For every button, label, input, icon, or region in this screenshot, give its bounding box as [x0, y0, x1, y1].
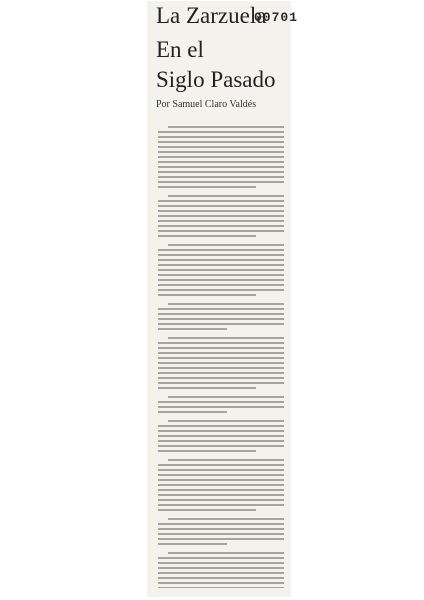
- text-line-placeholder: [158, 200, 284, 202]
- text-line-placeholder: [158, 582, 284, 584]
- text-line-placeholder: [158, 504, 284, 506]
- text-line-placeholder: [158, 323, 284, 325]
- text-line-placeholder: [158, 367, 284, 369]
- text-line-placeholder: [168, 552, 284, 554]
- text-line-placeholder: [158, 230, 284, 232]
- text-line-placeholder: [158, 249, 284, 251]
- text-line-placeholder: [168, 518, 284, 520]
- text-line-placeholder: [158, 210, 284, 212]
- text-line-placeholder: [158, 259, 284, 261]
- text-line-placeholder: [158, 151, 284, 153]
- text-line-placeholder: [158, 499, 284, 501]
- text-line-placeholder: [158, 509, 256, 511]
- text-line-placeholder: [158, 567, 284, 569]
- text-line-placeholder: [158, 215, 284, 217]
- archive-stamp-number: 00701: [254, 10, 299, 25]
- headline-line-3: Siglo Pasado: [156, 67, 276, 92]
- text-line-placeholder: [158, 528, 284, 530]
- text-line-placeholder: [158, 387, 256, 389]
- article-body: [158, 126, 284, 588]
- text-line-placeholder: [158, 494, 284, 496]
- text-line-placeholder: [158, 572, 284, 574]
- text-line-placeholder: [158, 308, 284, 310]
- text-line-placeholder: [158, 205, 284, 207]
- text-line-placeholder: [158, 269, 284, 271]
- text-line-placeholder: [158, 342, 284, 344]
- text-line-placeholder: [158, 484, 284, 486]
- text-line-placeholder: [158, 557, 284, 559]
- text-line-placeholder: [158, 562, 284, 564]
- text-line-placeholder: [158, 294, 256, 296]
- text-line-placeholder: [158, 372, 284, 374]
- text-line-placeholder: [158, 435, 284, 437]
- text-line-placeholder: [168, 195, 284, 197]
- text-line-placeholder: [168, 337, 284, 339]
- text-line-placeholder: [158, 274, 284, 276]
- text-line-placeholder: [158, 489, 284, 491]
- text-line-placeholder: [168, 303, 284, 305]
- text-line-placeholder: [158, 382, 284, 384]
- text-line-placeholder: [158, 141, 284, 143]
- text-line-placeholder: [158, 181, 284, 183]
- text-line-placeholder: [158, 176, 284, 178]
- text-line-placeholder: [158, 166, 284, 168]
- text-line-placeholder: [158, 440, 284, 442]
- text-line-placeholder: [158, 401, 284, 403]
- text-line-placeholder: [168, 459, 284, 461]
- text-line-placeholder: [158, 284, 284, 286]
- text-line-placeholder: [158, 156, 284, 158]
- text-line-placeholder: [158, 161, 284, 163]
- text-line-placeholder: [158, 235, 256, 237]
- text-line-placeholder: [158, 279, 284, 281]
- text-line-placeholder: [158, 479, 284, 481]
- text-line-placeholder: [158, 254, 284, 256]
- headline-line-1: La Zarzuela: [156, 3, 267, 28]
- text-line-placeholder: [158, 220, 284, 222]
- text-line-placeholder: [158, 464, 284, 466]
- text-line-placeholder: [158, 136, 284, 138]
- text-line-placeholder: [158, 469, 284, 471]
- byline: Por Samuel Claro Valdés: [156, 99, 257, 110]
- text-line-placeholder: [158, 406, 284, 408]
- headline-line-2: En el: [156, 37, 204, 62]
- text-line-placeholder: [158, 186, 256, 188]
- text-line-placeholder: [158, 587, 284, 588]
- text-line-placeholder: [158, 352, 284, 354]
- text-line-placeholder: [158, 533, 284, 535]
- text-line-placeholder: [158, 171, 284, 173]
- text-line-placeholder: [158, 362, 284, 364]
- text-line-placeholder: [158, 450, 256, 452]
- text-line-placeholder: [168, 420, 284, 422]
- text-line-placeholder: [158, 328, 227, 330]
- text-line-placeholder: [158, 347, 284, 349]
- text-line-placeholder: [158, 538, 284, 540]
- text-line-placeholder: [158, 313, 284, 315]
- text-line-placeholder: [168, 126, 284, 128]
- text-line-placeholder: [158, 318, 284, 320]
- text-line-placeholder: [158, 445, 284, 447]
- text-line-placeholder: [158, 543, 227, 545]
- text-line-placeholder: [158, 411, 227, 413]
- text-line-placeholder: [168, 244, 284, 246]
- text-line-placeholder: [158, 131, 284, 133]
- text-line-placeholder: [158, 523, 284, 525]
- text-line-placeholder: [158, 289, 284, 291]
- text-line-placeholder: [158, 430, 284, 432]
- text-line-placeholder: [168, 396, 284, 398]
- text-line-placeholder: [158, 264, 284, 266]
- text-line-placeholder: [158, 425, 284, 427]
- text-line-placeholder: [158, 474, 284, 476]
- text-line-placeholder: [158, 225, 284, 227]
- text-line-placeholder: [158, 357, 284, 359]
- text-line-placeholder: [158, 146, 284, 148]
- text-line-placeholder: [158, 577, 284, 579]
- text-line-placeholder: [158, 377, 284, 379]
